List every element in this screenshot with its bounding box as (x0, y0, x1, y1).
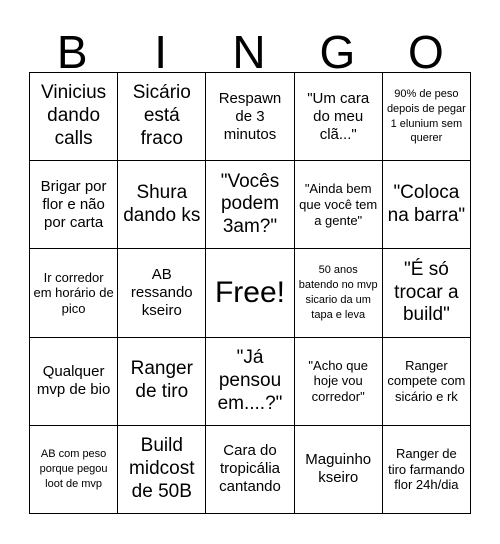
bingo-cell-r4c2[interactable]: Ranger de tiro (118, 338, 206, 426)
bingo-cell-r4c3[interactable]: "Já pensou em....?" (206, 338, 294, 426)
bingo-cell-r5c2[interactable]: Build midcost de 50B (118, 426, 206, 514)
bingo-cell-r2c5[interactable]: "Coloca na barra" (383, 161, 471, 249)
bingo-cell-free[interactable]: Free! (206, 249, 294, 337)
bingo-cell-r2c3[interactable]: "Vocês podem 3am?" (206, 161, 294, 249)
header-letter-n: N (232, 26, 266, 78)
bingo-cell-r4c4[interactable]: "Acho que hoje vou corredor" (295, 338, 383, 426)
bingo-cell-r3c4[interactable]: 50 anos batendo no mvp sicario da um tapa e leva (295, 249, 383, 337)
bingo-cell-r1c1[interactable]: Vinicius dando calls (30, 73, 118, 161)
bingo-cell-r3c2[interactable]: AB ressando kseiro (118, 249, 206, 337)
bingo-cell-r4c1[interactable]: Qualquer mvp de bio (30, 338, 118, 426)
bingo-cell-r5c1[interactable]: AB com peso porque pegou loot de mvp (30, 426, 118, 514)
header-letter-i: I (154, 26, 167, 78)
bingo-cell-r1c5[interactable]: 90% de peso depois de pegar 1 elunium sem querer (383, 73, 471, 161)
bingo-cell-r2c1[interactable]: Brigar por flor e não por carta (30, 161, 118, 249)
bingo-cell-r5c3[interactable]: Cara do tropicália cantando (206, 426, 294, 514)
bingo-grid (29, 72, 471, 514)
bingo-cell-r1c3[interactable]: Respawn de 3 minutos (206, 73, 294, 161)
bingo-cell-r5c4[interactable]: Maguinho kseiro (295, 426, 383, 514)
header-letter-g: G (319, 26, 356, 78)
bingo-cell-r1c4[interactable]: "Um cara do meu clã..." (295, 73, 383, 161)
bingo-cell-r5c5[interactable]: Ranger de tiro farmando flor 24h/dia (383, 426, 471, 514)
bingo-cell-r1c2[interactable]: Sicário está fraco (118, 73, 206, 161)
bingo-cell-r2c4[interactable]: "Ainda bem que você tem a gente" (295, 161, 383, 249)
bingo-cell-r3c5[interactable]: "É só trocar a build" (383, 249, 471, 337)
bingo-cell-r4c5[interactable]: Ranger compete com sicário e rk (383, 338, 471, 426)
bingo-cell-r2c2[interactable]: Shura dando ks (118, 161, 206, 249)
header-letter-o: O (407, 26, 444, 78)
bingo-cell-r3c1[interactable]: Ir corredor em horário de pico (30, 249, 118, 337)
header-letter-b: B (56, 26, 88, 78)
